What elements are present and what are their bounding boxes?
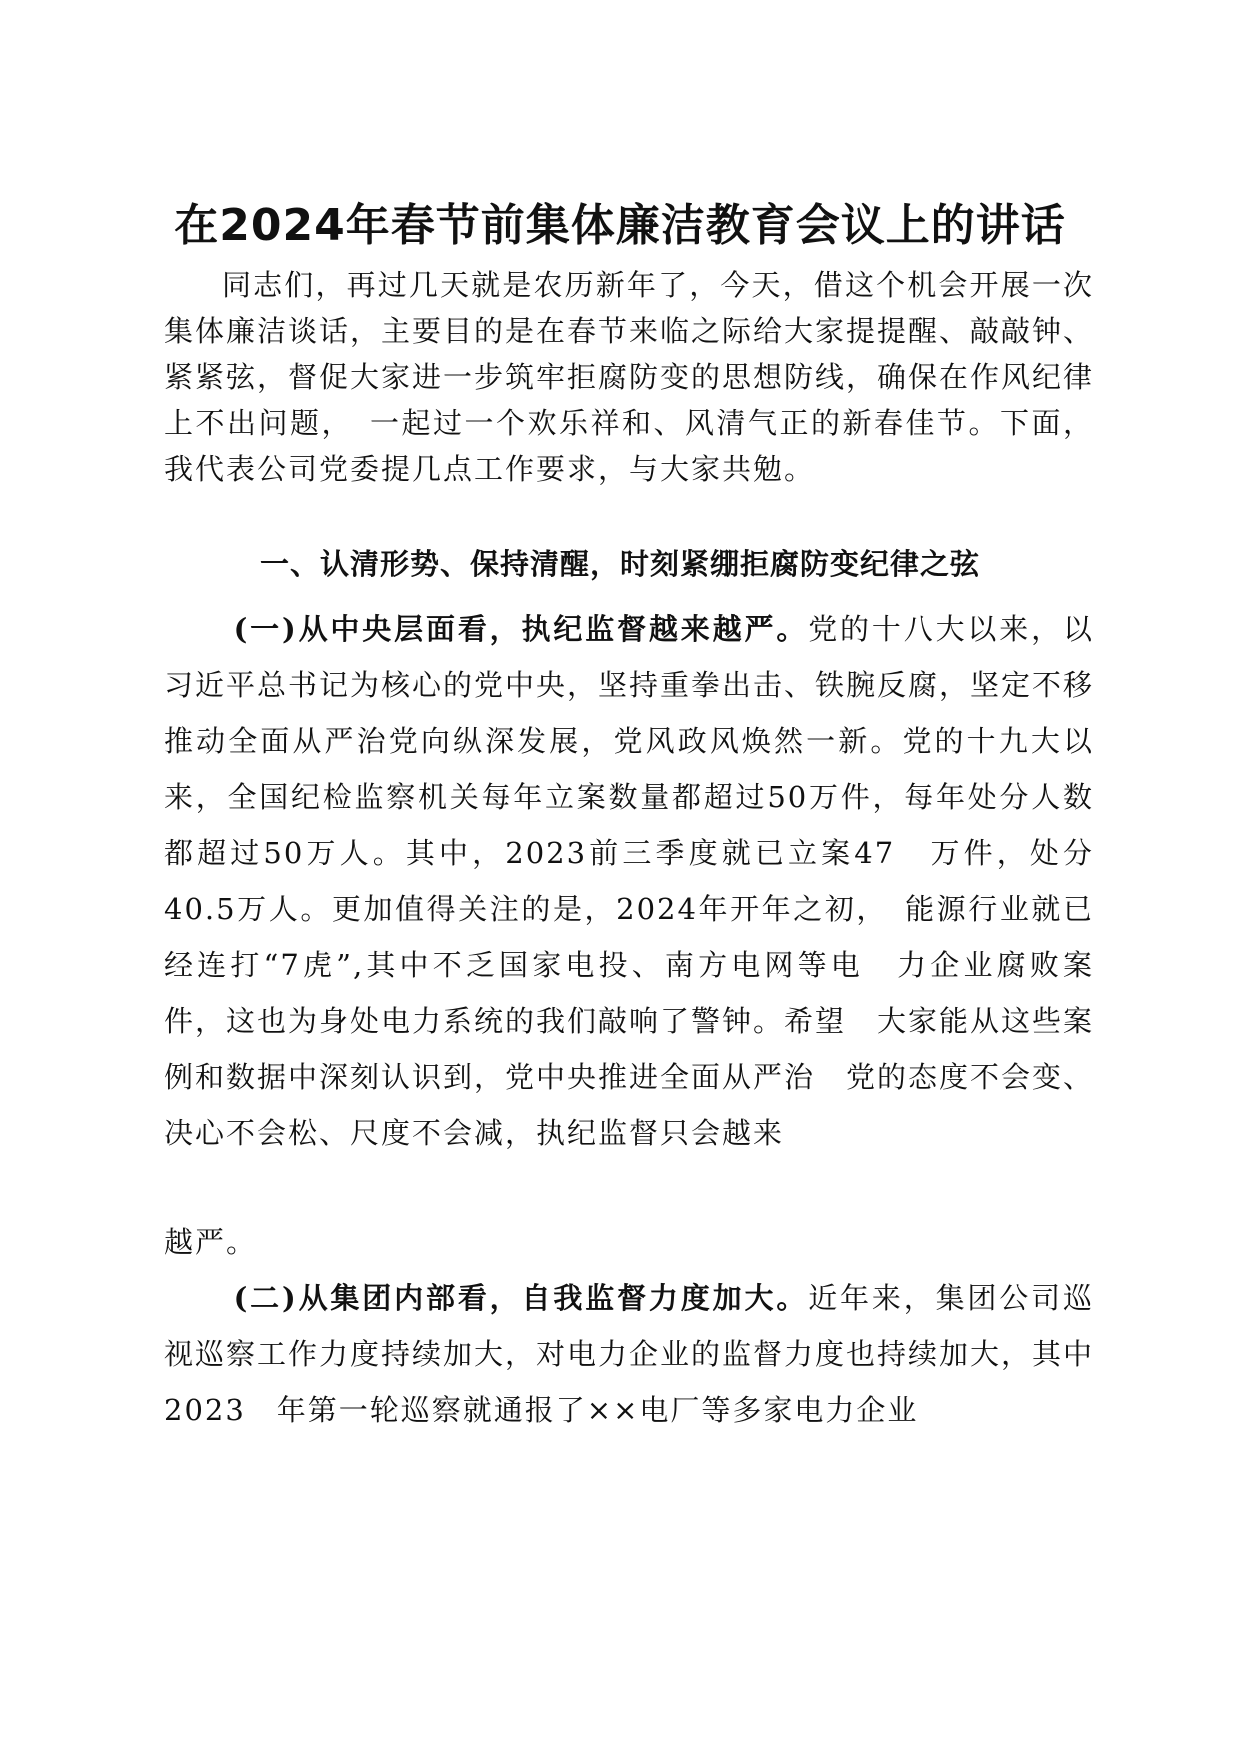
- intro-paragraph: 同志们，再过几天就是农历新年了，今天，借这个机会开展一次集体廉洁谈话，主要目的是在春节来临之际给大家提提醒、敲敲钟、紧紧弦，督促大家进一步筑牢拒腐防变的思想防线，确保在作风纪律上不出问题， 一起过一个欢乐祥和、风清气正的新春佳节。下面，我代表公司党委提几点工作要求，与大家共勉。: [164, 268, 1095, 486]
- paragraph-body-central: 党的十八大以来，以习近平总书记为核心的党中央，坚持重拳出击、铁腕反腐，坚定不移推动全面从严治党向纵深发展，党风政风焕然一新。党的十九大以来，全国纪检监察机关每年立案数量都超过50万件，每年处分人数都超过50万人。其中，2023前三季度就已立案47 万件，处分40.5万人。更加值得关注的是，2024年开年之初， 能源行业就已经连打“7虎”,其中不乏国家电投、南方电网等电 力企业腐败案件，这也为身处电力系统的我们敲响了警钟。希望 大家能从这些案例和数据中深刻认识到，党中央推进全面从严治 党的态度不会变、决心不会松、尺度不会减，执纪监督只会越来: [164, 612, 1095, 1150]
- document-title: 在2024年春节前集体廉洁教育会议上的讲话: [174, 200, 1066, 251]
- paragraph-central-level: [164, 601, 1094, 1161]
- paragraph-lead-central: (一)从中央层面看，执纪监督越来越严。: [233, 612, 809, 646]
- section-heading-1: 一、认清形势、保持清醒，时刻紧绷拒腐防变纪律之弦: [259, 547, 980, 581]
- paragraph-lead-group: (二)从集团内部看，自我监督力度加大。: [233, 1281, 809, 1315]
- paragraph-group-internal: [164, 1270, 1094, 1438]
- paragraph-tail-central: 越严。: [164, 1225, 258, 1259]
- paragraph-body-group: 近年来，集团公司巡视巡察工作力度持续加大，对电力企业的监督力度也持续加大，其中2023 年第一轮巡察就通报了××电厂等多家电力企业: [164, 1281, 1095, 1427]
